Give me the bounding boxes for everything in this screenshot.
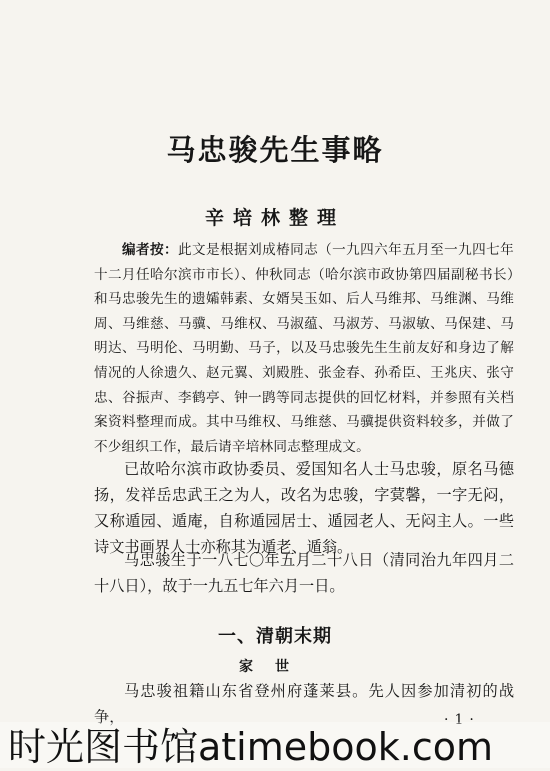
biography-paragraph-3: 马忠骏祖籍山东省登州府蓬莱县。先人因参加清初的战争， bbox=[94, 682, 514, 726]
section-heading: 一、清朝末期 bbox=[218, 626, 332, 647]
editor-note-label: 编者按： bbox=[122, 242, 179, 258]
biography-paragraph-2: 马忠骏生于一八七〇年五月二十八日（清同治九年四月二十八日），故于一九五七年六月一日。 bbox=[94, 551, 514, 595]
subsection-heading: 家世 bbox=[239, 659, 311, 675]
editor-note-body: 此文是根据刘成椿同志（一九四六年五月至一九四七年十二月任哈尔滨市市长）、仲秋同志（哈尔滨市政协第四届副秘书长）和马忠骏先生的遗孀韩素、女婿吴玉如、后人马维邦、马维渊、马维周、马维慈、马骥、马维权、马淑蕴、马淑芳、马淑敏、马保建、马明达、马明伦、马明勤、马子，以及马忠骏先生生前友好和身边了解情况的人徐遗久、赵元翼、刘殿胜、张金春、孙希臣、王兆庆、张守忠、谷振声、李鹤亭、钟一鹍等同志提供的回忆材料，并参照有关档案资料整理而成。其中马维权、马维慈、马骥提供资料较多，并做了不少组织工作，最后请辛培林同志整理成文。 bbox=[94, 242, 514, 455]
page-number: ·1· bbox=[444, 712, 480, 728]
editor-line: 辛培林整理 bbox=[204, 207, 345, 229]
biography-paragraph-1: 已故哈尔滨市政协委员、爱国知名人士马忠骏，原名马德扬，发祥岳忠武王之为人，改名为忠骏，字蓂馨，一字无闷，又称遁园、遁庵，自称遁园居士、遁园老人、无闷主人。一些诗文书画界人士亦称其为遁老、遁翁。 bbox=[94, 460, 514, 556]
document-title: 马忠骏先生事略 bbox=[166, 133, 384, 167]
editor-note bbox=[94, 238, 514, 459]
watermark-text: 时光图书馆atimebook.com bbox=[8, 725, 494, 769]
